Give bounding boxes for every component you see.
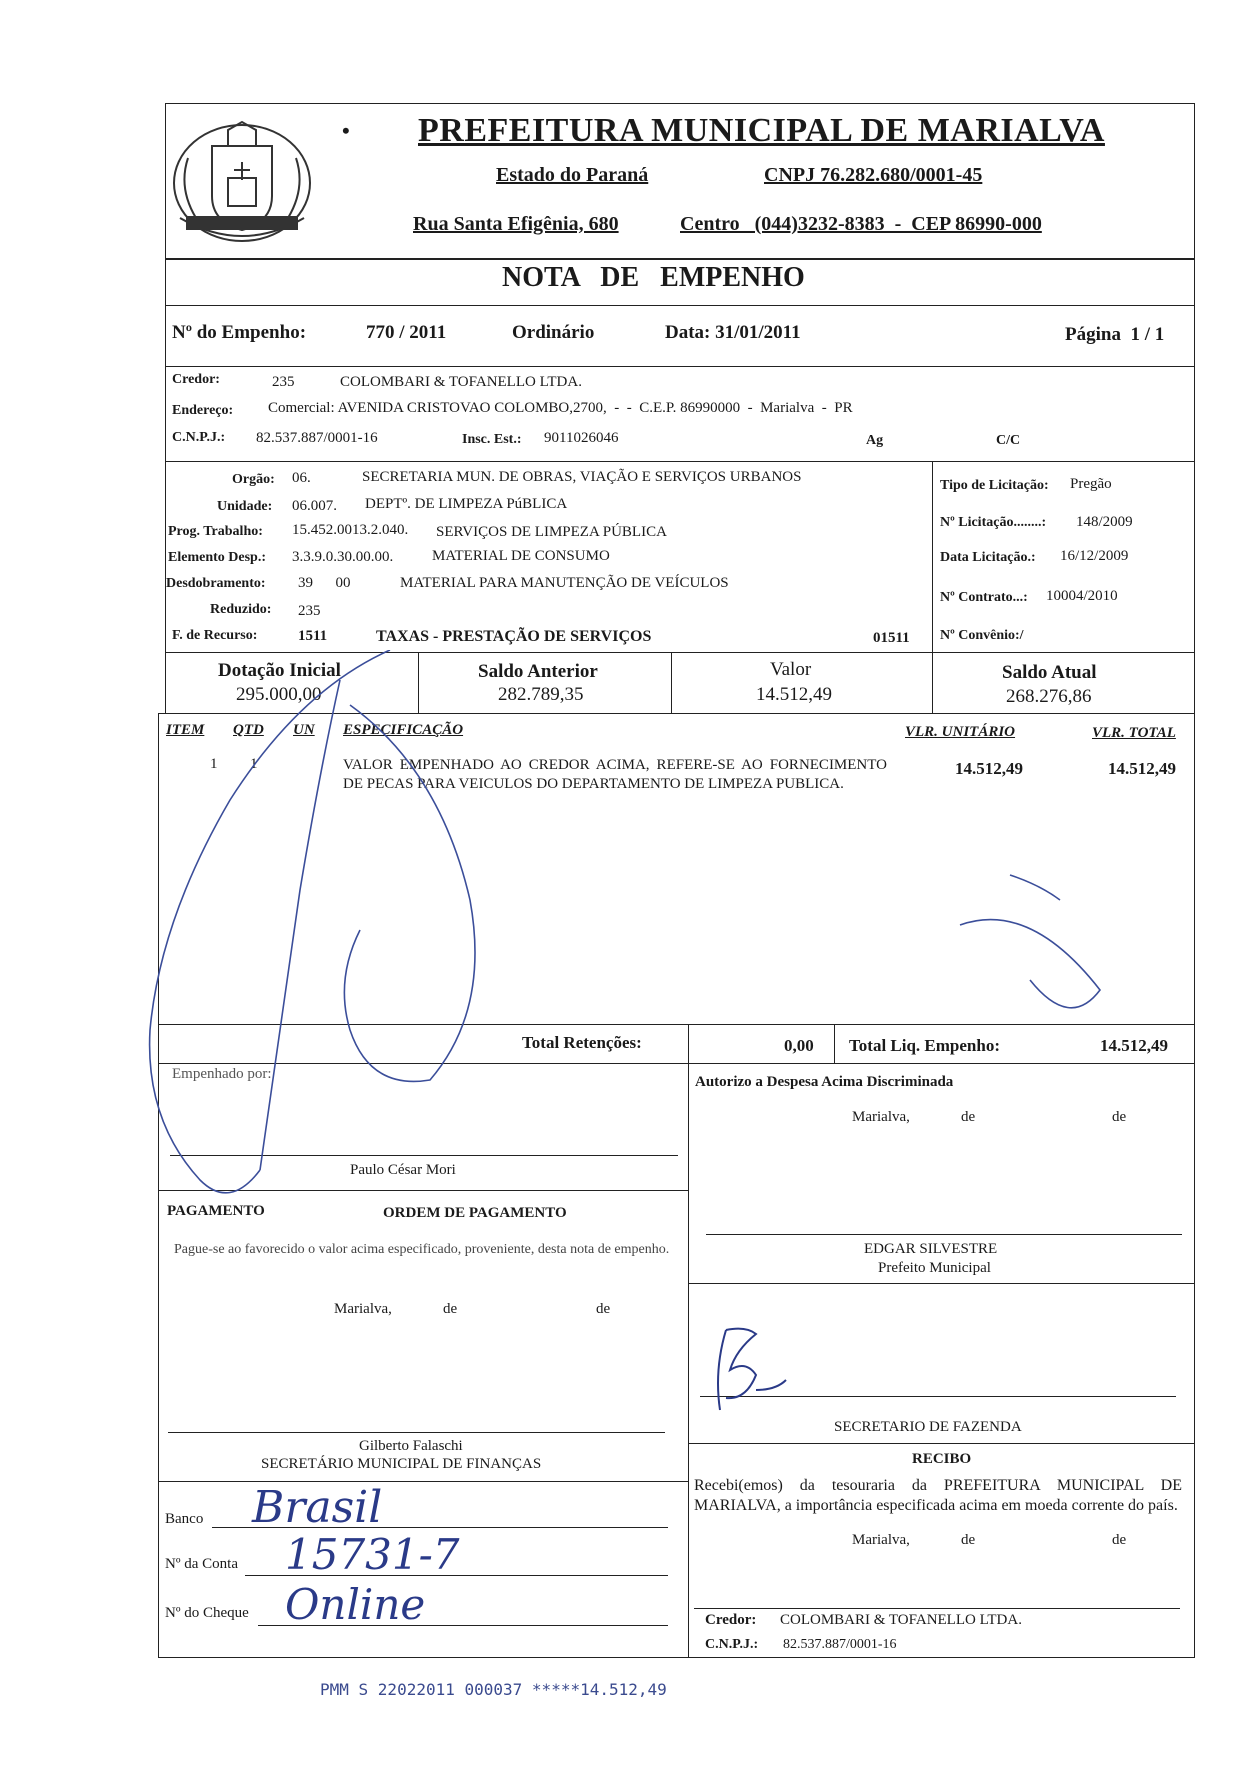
recibo-cnpj: 82.537.887/0001-16 [783, 1637, 897, 1652]
saldo-anterior-label: Saldo Anterior [478, 661, 598, 682]
dotacao-value: 295.000,00 [236, 684, 322, 705]
num-licitacao-label: Nº Licitação........: [940, 515, 1047, 530]
signature-scribble [140, 650, 1200, 1210]
decorative-dot: • [342, 118, 350, 143]
desd-value: 39 00 [298, 575, 351, 591]
tipo-licitacao-label: Tipo de Licitação: [940, 478, 1049, 493]
contrato-label: Nº Contrato...: [940, 590, 1028, 605]
item-unit-price: 14.512,49 [955, 759, 1023, 778]
pagamento-label: PAGAMENTO [167, 1203, 265, 1219]
prog-label: Prog. Trabalho: [168, 524, 263, 539]
rec-value: 1511 [298, 628, 328, 644]
ordem-pagamento: ORDEM DE PAGAMENTO [383, 1205, 567, 1221]
handwritten-conta: 15731-7 [285, 1530, 460, 1579]
autorizo-de2: de [1112, 1109, 1127, 1125]
secretario-role: SECRETÁRIO MUNICIPAL DE FINANÇAS [261, 1456, 542, 1472]
credor-cnpj: 82.537.887/0001-16 [256, 430, 378, 446]
empenhado-label: Empenhado por: [172, 1066, 272, 1082]
pagamento-de1: de [443, 1301, 458, 1317]
orgao-label: Orgão: [232, 472, 275, 487]
conta-label: Nº da Conta [165, 1556, 238, 1572]
empenho-num-label: Nº do Empenho: [172, 322, 307, 343]
empenho-type: Ordinário [512, 322, 595, 343]
pagamento-text: Pague-se ao favorecido o valor acima especificado, proveniente, desta nota de empenho. [174, 1242, 670, 1257]
elem-desc: MATERIAL DE CONSUMO [432, 548, 610, 564]
autorizo-label: Autorizo a Despesa Acima Discriminada [695, 1074, 954, 1090]
credor-cc: C/C [996, 433, 1021, 448]
recibo-credor-label: Credor: [705, 1612, 757, 1628]
liquido-value: 14.512,49 [1100, 1036, 1168, 1055]
coat-of-arms-logo [168, 118, 316, 248]
credor-address-label: Endereço: [172, 403, 234, 418]
credor-ag: Ag [866, 433, 884, 448]
secretario-name: Gilberto Falaschi [359, 1438, 463, 1454]
col-espec: ESPECIFICAÇÃO [343, 722, 464, 738]
banco-label: Banco [165, 1511, 204, 1527]
recibo-text: Recebi(emos) da tesouraria da PREFEITURA MUNICIPAL DE MARIALVA, a importância especificada acima em moeda corrente do país. [694, 1477, 1182, 1514]
pagamento-place: Marialva, [334, 1301, 392, 1317]
payment-stamp: PMM S 22022011 000037 *****14.512,49 [320, 1680, 667, 1699]
credor-label: Credor: [172, 372, 220, 387]
unidade-value: 06.007. [292, 498, 337, 514]
valor-label: Valor [770, 659, 812, 680]
valor-value: 14.512,49 [756, 684, 832, 705]
handwritten-banco: Brasil [252, 1482, 383, 1533]
item-desc: VALOR EMPENHADO AO CREDOR ACIMA, REFERE-SE AO FORNECIMENTO DE PECAS PARA VEICULOS DO DEPARTAMENTO DE LIMPEZA PUBLICA. [343, 757, 887, 792]
saldo-atual-label: Saldo Atual [1002, 662, 1097, 683]
rec-code: 01511 [873, 630, 910, 646]
header-cnpj: CNPJ 76.282.680/0001-45 [764, 164, 983, 186]
prog-desc: SERVIÇOS DE LIMPEZA PÚBLICA [436, 524, 667, 540]
credor-code: 235 [272, 374, 295, 390]
initials-signature [706, 1320, 796, 1420]
reduz-label: Reduzido: [210, 602, 272, 617]
contrato: 10004/2010 [1046, 588, 1118, 604]
credor-insc-label: Insc. Est.: [462, 432, 522, 447]
prefeito-name: EDGAR SILVESTRE [864, 1241, 998, 1257]
unidade-label: Unidade: [217, 499, 273, 514]
col-unit: VLR. UNITÁRIO [905, 724, 1016, 740]
unidade-desc: DEPTº. DE LIMPEZA PúBLICA [365, 496, 568, 512]
col-item: ITEM [166, 722, 205, 738]
credor-cnpj-label: C.N.P.J.: [172, 430, 226, 445]
fazenda-role: SECRETARIO DE FAZENDA [834, 1419, 1022, 1435]
doc-title: NOTA DE EMPENHO [502, 262, 805, 293]
recibo-de2: de [1112, 1532, 1127, 1548]
retencoes-value: 0,00 [784, 1036, 814, 1055]
recibo-place: Marialva, [852, 1532, 910, 1548]
cheque-label: Nº do Cheque [165, 1605, 249, 1621]
credor-address: Comercial: AVENIDA CRISTOVAO COLOMBO,2700, - - C.E.P. 86990000 - Marialva - PR [268, 400, 853, 416]
dotacao-label: Dotação Inicial [218, 660, 341, 681]
header-address: Rua Santa Efigênia, 680 [413, 213, 619, 235]
tipo-licitacao: Pregão [1070, 476, 1112, 492]
elem-value: 3.3.9.0.30.00.00. [292, 549, 394, 565]
recibo-cnpj-label: C.N.P.J.: [705, 1637, 759, 1652]
recibo-de1: de [961, 1532, 976, 1548]
col-un: UN [293, 722, 315, 738]
desd-label: Desdobramento: [166, 576, 266, 591]
orgao-value: 06. [292, 470, 311, 486]
autorizo-de1: de [961, 1109, 976, 1125]
saldo-atual-value: 268.276,86 [1006, 686, 1092, 707]
empenho-page: Página 1 / 1 [1065, 324, 1165, 345]
item-qty: 1 [250, 756, 258, 772]
col-total: VLR. TOTAL [1092, 725, 1176, 741]
recibo-credor: COLOMBARI & TOFANELLO LTDA. [780, 1612, 1022, 1628]
data-licitacao-label: Data Licitação.: [940, 550, 1036, 565]
autorizo-place: Marialva, [852, 1109, 910, 1125]
col-qtd: QTD [233, 722, 264, 738]
credor-insc: 9011026046 [544, 430, 619, 446]
item-number: 1 [210, 756, 218, 772]
elem-label: Elemento Desp.: [168, 550, 266, 565]
recibo-signature-line [694, 1608, 1180, 1609]
prog-value: 15.452.0013.2.040. [292, 522, 409, 538]
item-total-price: 14.512,49 [1108, 759, 1176, 778]
rec-label: F. de Recurso: [172, 628, 258, 643]
desd-desc: MATERIAL PARA MANUTENÇÃO DE VEÍCULOS [400, 575, 729, 591]
credor-name: COLOMBARI & TOFANELLO LTDA. [340, 374, 582, 390]
empenho-date: Data: 31/01/2011 [665, 322, 801, 343]
autorizo-signature-line [706, 1234, 1182, 1235]
prefeito-role: Prefeito Municipal [878, 1260, 991, 1276]
data-licitacao: 16/12/2009 [1060, 548, 1129, 564]
empenhado-name: Paulo César Mori [350, 1162, 456, 1178]
reduz-value: 235 [298, 603, 321, 619]
convenio-label: Nº Convênio:/ [940, 628, 1024, 643]
empenho-num: 770 / 2011 [366, 322, 447, 343]
header-title: PREFEITURA MUNICIPAL DE MARIALVA [418, 112, 1105, 149]
orgao-desc: SECRETARIA MUN. DE OBRAS, VIAÇÃO E SERVIÇOS URBANOS [362, 469, 802, 485]
pagamento-signature-line [168, 1432, 665, 1433]
pagamento-de2: de [596, 1301, 611, 1317]
num-licitacao: 148/2009 [1076, 514, 1133, 530]
header-state: Estado do Paraná [496, 164, 649, 186]
header-contact: Centro (044)3232-8383 - CEP 86990-000 [680, 213, 1042, 235]
liquido-label: Total Liq. Empenho: [849, 1036, 1000, 1055]
retencoes-label: Total Retenções: [522, 1033, 642, 1052]
recibo-title: RECIBO [912, 1451, 972, 1467]
saldo-anterior-value: 282.789,35 [498, 684, 584, 705]
rec-desc: TAXAS - PRESTAÇÃO DE SERVIÇOS [376, 628, 652, 645]
handwritten-cheque: Online [285, 1580, 426, 1629]
